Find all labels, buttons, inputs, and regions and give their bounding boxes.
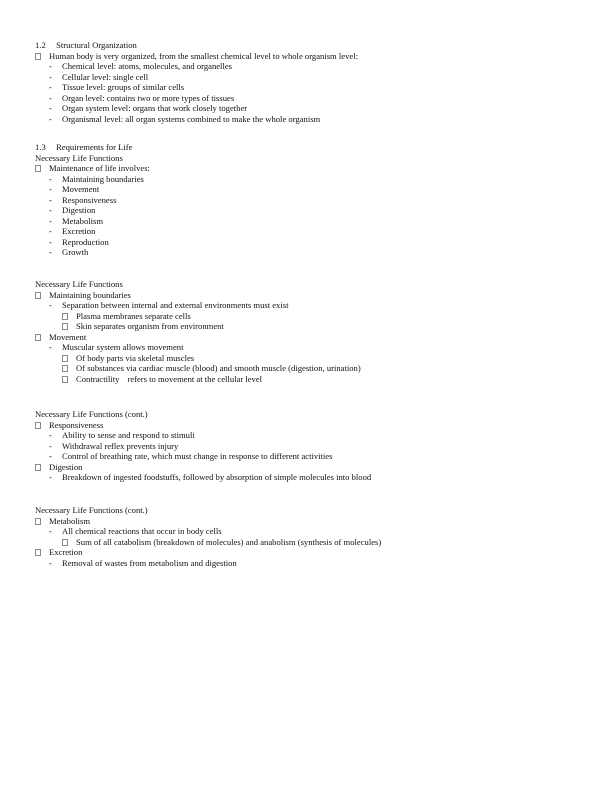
dash-bullet-icon: - [49, 82, 52, 92]
list-item [35, 51, 605, 61]
checkbox-bullet-icon [62, 376, 68, 383]
term-contractility: Contractility [76, 373, 120, 384]
section-title: Structural Organization [56, 40, 137, 50]
subheading: Necessary Life Functions (cont.) [35, 409, 148, 419]
dash-bullet-icon: - [49, 440, 52, 451]
checkbox-bullet-icon [35, 165, 41, 172]
checkbox-bullet-icon [35, 292, 41, 299]
dash-bullet-icon: - [49, 557, 52, 568]
dash-bullet-icon: - [49, 342, 52, 352]
dash-bullet-icon: - [49, 92, 52, 103]
dash-bullet-icon: - [49, 247, 52, 257]
checkbox-bullet-icon [62, 323, 68, 330]
dash-bullet-icon: - [49, 103, 52, 113]
dash-bullet-icon: - [49, 113, 52, 124]
dash-bullet-icon: - [49, 173, 52, 184]
section-heading [35, 40, 137, 50]
dash-bullet-icon: - [49, 184, 52, 194]
dash-bullet-icon: - [49, 215, 52, 226]
dash-bullet-icon: - [49, 61, 52, 71]
dash-bullet-icon: - [49, 451, 52, 461]
checkbox-bullet-icon [62, 355, 68, 362]
subheading: Necessary Life Functions (cont.) [35, 505, 148, 515]
subheading: Necessary Life Functions [35, 152, 123, 163]
dash-bullet-icon: - [49, 430, 52, 440]
checkbox-bullet-icon [62, 539, 68, 546]
dash-bullet-icon: - [49, 71, 52, 82]
checkbox-bullet-icon [35, 334, 41, 341]
dash-bullet-icon: - [49, 472, 52, 482]
dash-bullet-icon: - [49, 194, 52, 205]
dash-bullet-icon: - [49, 205, 52, 215]
subheading: Necessary Life Functions [35, 279, 123, 289]
document-page: 1.2 Structural Organization Human body is very organized, from the smallest chemical level to whole organism level: - Chemical level: atoms, molecules, and organelles - Cellular level: single cell - Tissue level: groups of similar cells - Organ level: contains two or more types of tissues - Organ system level: organs that work closely together - Organismal level: all organ systems combined to make the whole organism 1.3 Requirements for Life Necessary Life Functions Maintenance of life involves: - Maintaining boundaries - Movement - Responsiveness - Digestion - Metabolism - Excretion - Reproduction - Growth Necessary Life Functions Maintaining boundaries - Separation between internal and external environments must exist Plasma membranes separate cells Skin separates organism from environment Movement - Muscular system allows movement Of body parts via skeletal muscles Of substances via cardiac muscle (blood) and smooth muscle (digestion, urination) Contractility refers to movement at the cellular level Necessary Life Functions (cont.) Responsiveness - Ability to sense and respond to stimuli - Withdrawal reflex prevents injury - Control of breathing rate, which must change in response to different activities Digestion - Breakdown of ingested foodstuffs, followed by absorption of simple molecules into blood Necessary Life Functions (cont.) Metabolism - All chemical reactions that occur in body cells Sum of all catabolism (breakdown of molecules) and anabolism (synthesis of molecules) Excretion - Removal of wastes from metabolism and digestion [0, 0, 612, 792]
checkbox-bullet-icon [62, 313, 68, 320]
checkbox-bullet-icon [35, 422, 41, 429]
checkbox-bullet-icon [35, 549, 41, 556]
intro-text: Human body is very organized, from the smallest chemical level to whole organism level: [49, 50, 358, 61]
dash-bullet-icon: - [49, 236, 52, 247]
checkbox-bullet-icon [35, 518, 41, 525]
section-heading [35, 142, 132, 152]
dash-bullet-icon: - [49, 526, 52, 536]
section-number: 1.3 [35, 142, 46, 152]
checkbox-bullet-icon [35, 464, 41, 471]
dash-bullet-icon: - [49, 300, 52, 310]
checkbox-bullet-icon [35, 53, 41, 60]
section-number: 1.2 [35, 40, 46, 50]
section-title: Requirements for Life [56, 142, 133, 152]
dash-bullet-icon: - [49, 226, 52, 236]
checkbox-bullet-icon [62, 365, 68, 372]
